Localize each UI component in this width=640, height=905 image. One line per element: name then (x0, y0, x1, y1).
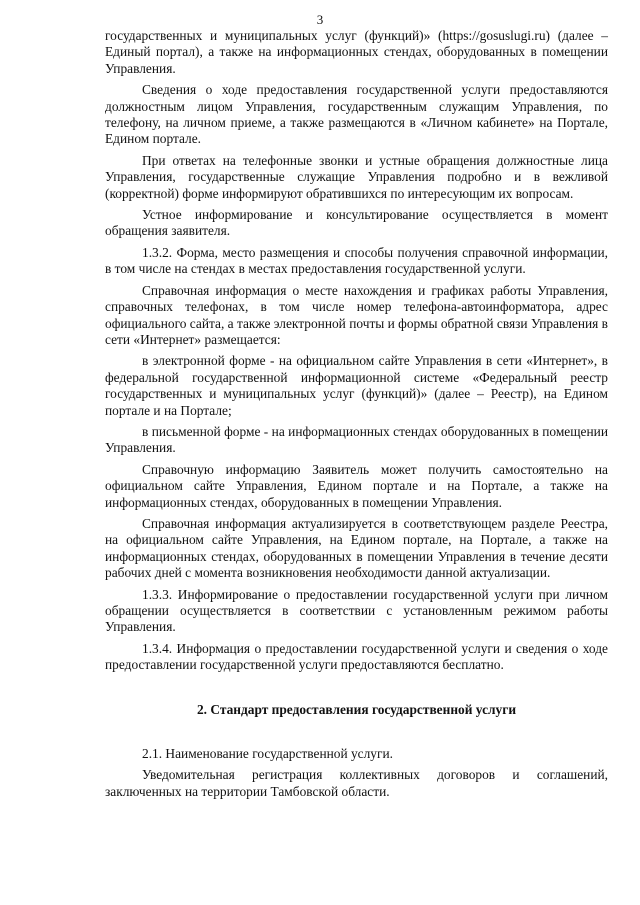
paragraph: Справочную информацию Заявитель может получить самостоятельно на официальном сайте Управления, Едином портале и на Портале, а также на информационных стендах, оборудованных в помещении Управления. (105, 461, 608, 510)
paragraph: Справочная информация актуализируется в соответствующем разделе Реестра, на официальном сайте Управления, на Едином портале, на Портале, а также на информационных стендах, оборудованных в помещении Управления в течение десяти рабочих дней с момента возникновения необходимости данной актуализации. (105, 515, 608, 581)
paragraph-group-top (105, 28, 608, 674)
paragraph-group-bottom (105, 746, 608, 800)
paragraph: Уведомительная регистрация коллективных договоров и соглашений, заключенных на территории Тамбовской области. (105, 767, 608, 799)
section-heading: 2. Стандарт предоставления государственной услуги (196, 701, 517, 717)
paragraph: в электронной форме - на официальном сайте Управления в сети «Интернет», в федеральной государственной информационной системе «Федеральный реестр государственных и муниципальных услуг (функций)» (далее – Реестр), на Едином портале и на Портале; (105, 353, 608, 418)
page-number: 3 (316, 12, 324, 27)
paragraph: 2.1. Наименование государственной услуги. (142, 746, 394, 762)
paragraph: 1.3.3. Информирование о предоставлении государственной услуги при личном обращении осуществляется в соответствии с установленным режимом работы Управления. (105, 586, 608, 635)
document-body (105, 28, 608, 805)
paragraph: При ответах на телефонные звонки и устные обращения должностные лица Управления, государственные служащие Управления подробно и в вежливой (корректной) форме информируют обратившихся по интересующим их вопросам. (105, 152, 608, 201)
paragraph: Справочная информация о месте нахождения и графиках работы Управления, справочных телефонах, в том числе номер телефона-автоинформатора, адрес официального сайта, а также электронной почты и формы обратной связи Управления в сети «Интернет» размещается: (105, 282, 608, 347)
paragraph: в письменной форме - на информационных стендах оборудованных в помещении Управления. (105, 423, 608, 456)
paragraph: Сведения о ходе предоставления государственной услуги предоставляются должностным лицом Управления, государственным служащим Управления, по телефону, на личном приеме, а также размещаются в «Личном кабинете» на Портале, Едином портале. (105, 82, 608, 147)
paragraph: Устное информирование и консультирование осуществляется в момент обращения заявителя. (105, 207, 608, 239)
paragraph: государственных и муниципальных услуг (функций)» (https://gosuslugi.ru) (далее – Единый портал), а также на информационных стендах, оборудованных в помещении Управления. (105, 28, 608, 76)
paragraph: 1.3.4. Информация о предоставлении государственной услуги и сведения о ходе предоставлении государственной услуги предоставляются бесплатно. (105, 640, 608, 673)
paragraph: 1.3.2. Форма, место размещения и способы получения справочной информации, в том числе на стендах в местах предоставления государственной услуги. (105, 244, 608, 277)
